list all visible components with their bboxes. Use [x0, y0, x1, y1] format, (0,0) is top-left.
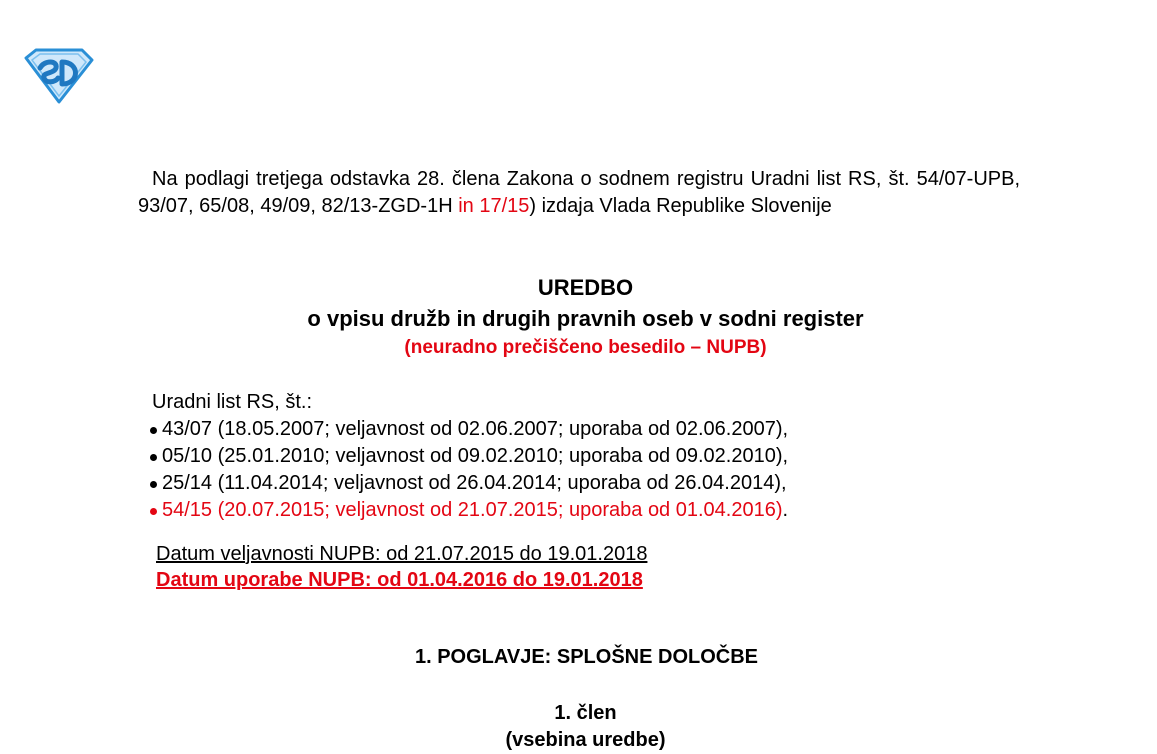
regulation-title-block: [0, 273, 1157, 361]
intro-text-amendment: in 17/15: [452, 195, 530, 217]
regulation-note: (neuradno prečiščeno besedilo – NUPB): [404, 337, 767, 358]
regulation-subtitle: o vpisu družb in drugih pravnih oseb v sodni register: [307, 306, 864, 331]
gazette-list: [152, 416, 788, 524]
bullet-icon: [150, 427, 157, 434]
gazette-item: 43/07 (18.05.2007; veljavnost od 02.06.2007; uporaba od 02.06.2007),: [150, 416, 788, 443]
use-date: Datum uporabe NUPB: od 01.04.2016 do 19.01.2018: [156, 569, 643, 591]
gazette-references: [152, 389, 788, 524]
regulation-title: UREDBO: [537, 275, 634, 300]
bullet-icon: [150, 481, 157, 488]
bullet-icon: [150, 508, 157, 515]
intro-text-part1: Na podlagi tretjega odstavka 28. člena Zakona o sodnem registru Uradni list RS, št. 54/07-UPB, 93/07, 65/08, 49/09, 82/13-ZGD-1H: [138, 168, 1020, 217]
article-heading: [0, 700, 1157, 754]
intro-text-part3: ) izdaja Vlada Republike Slovenije: [529, 195, 832, 217]
sd-shield-logo-icon: [22, 48, 96, 104]
article-subtitle: (vsebina uredbe): [505, 729, 666, 751]
gazette-item: 54/15 (20.07.2015; veljavnost od 21.07.2015; uporaba od 01.04.2016).: [150, 497, 788, 524]
nupb-dates: [156, 541, 647, 593]
gazette-item: 25/14 (11.04.2014; veljavnost od 26.04.2014; uporaba od 26.04.2014),: [150, 470, 788, 497]
bullet-icon: [150, 454, 157, 461]
intro-paragraph: [138, 166, 1020, 220]
article-number: 1. člen: [554, 702, 617, 724]
gazette-heading: Uradni list RS, št.:: [152, 391, 313, 413]
gazette-item: 05/10 (25.01.2010; veljavnost od 09.02.2010; uporaba od 09.02.2010),: [150, 443, 788, 470]
validity-date: Datum veljavnosti NUPB: od 21.07.2015 do 19.01.2018: [156, 543, 648, 565]
chapter-heading: 1. POGLAVJE: SPLOŠNE DOLOČBE: [414, 646, 759, 668]
